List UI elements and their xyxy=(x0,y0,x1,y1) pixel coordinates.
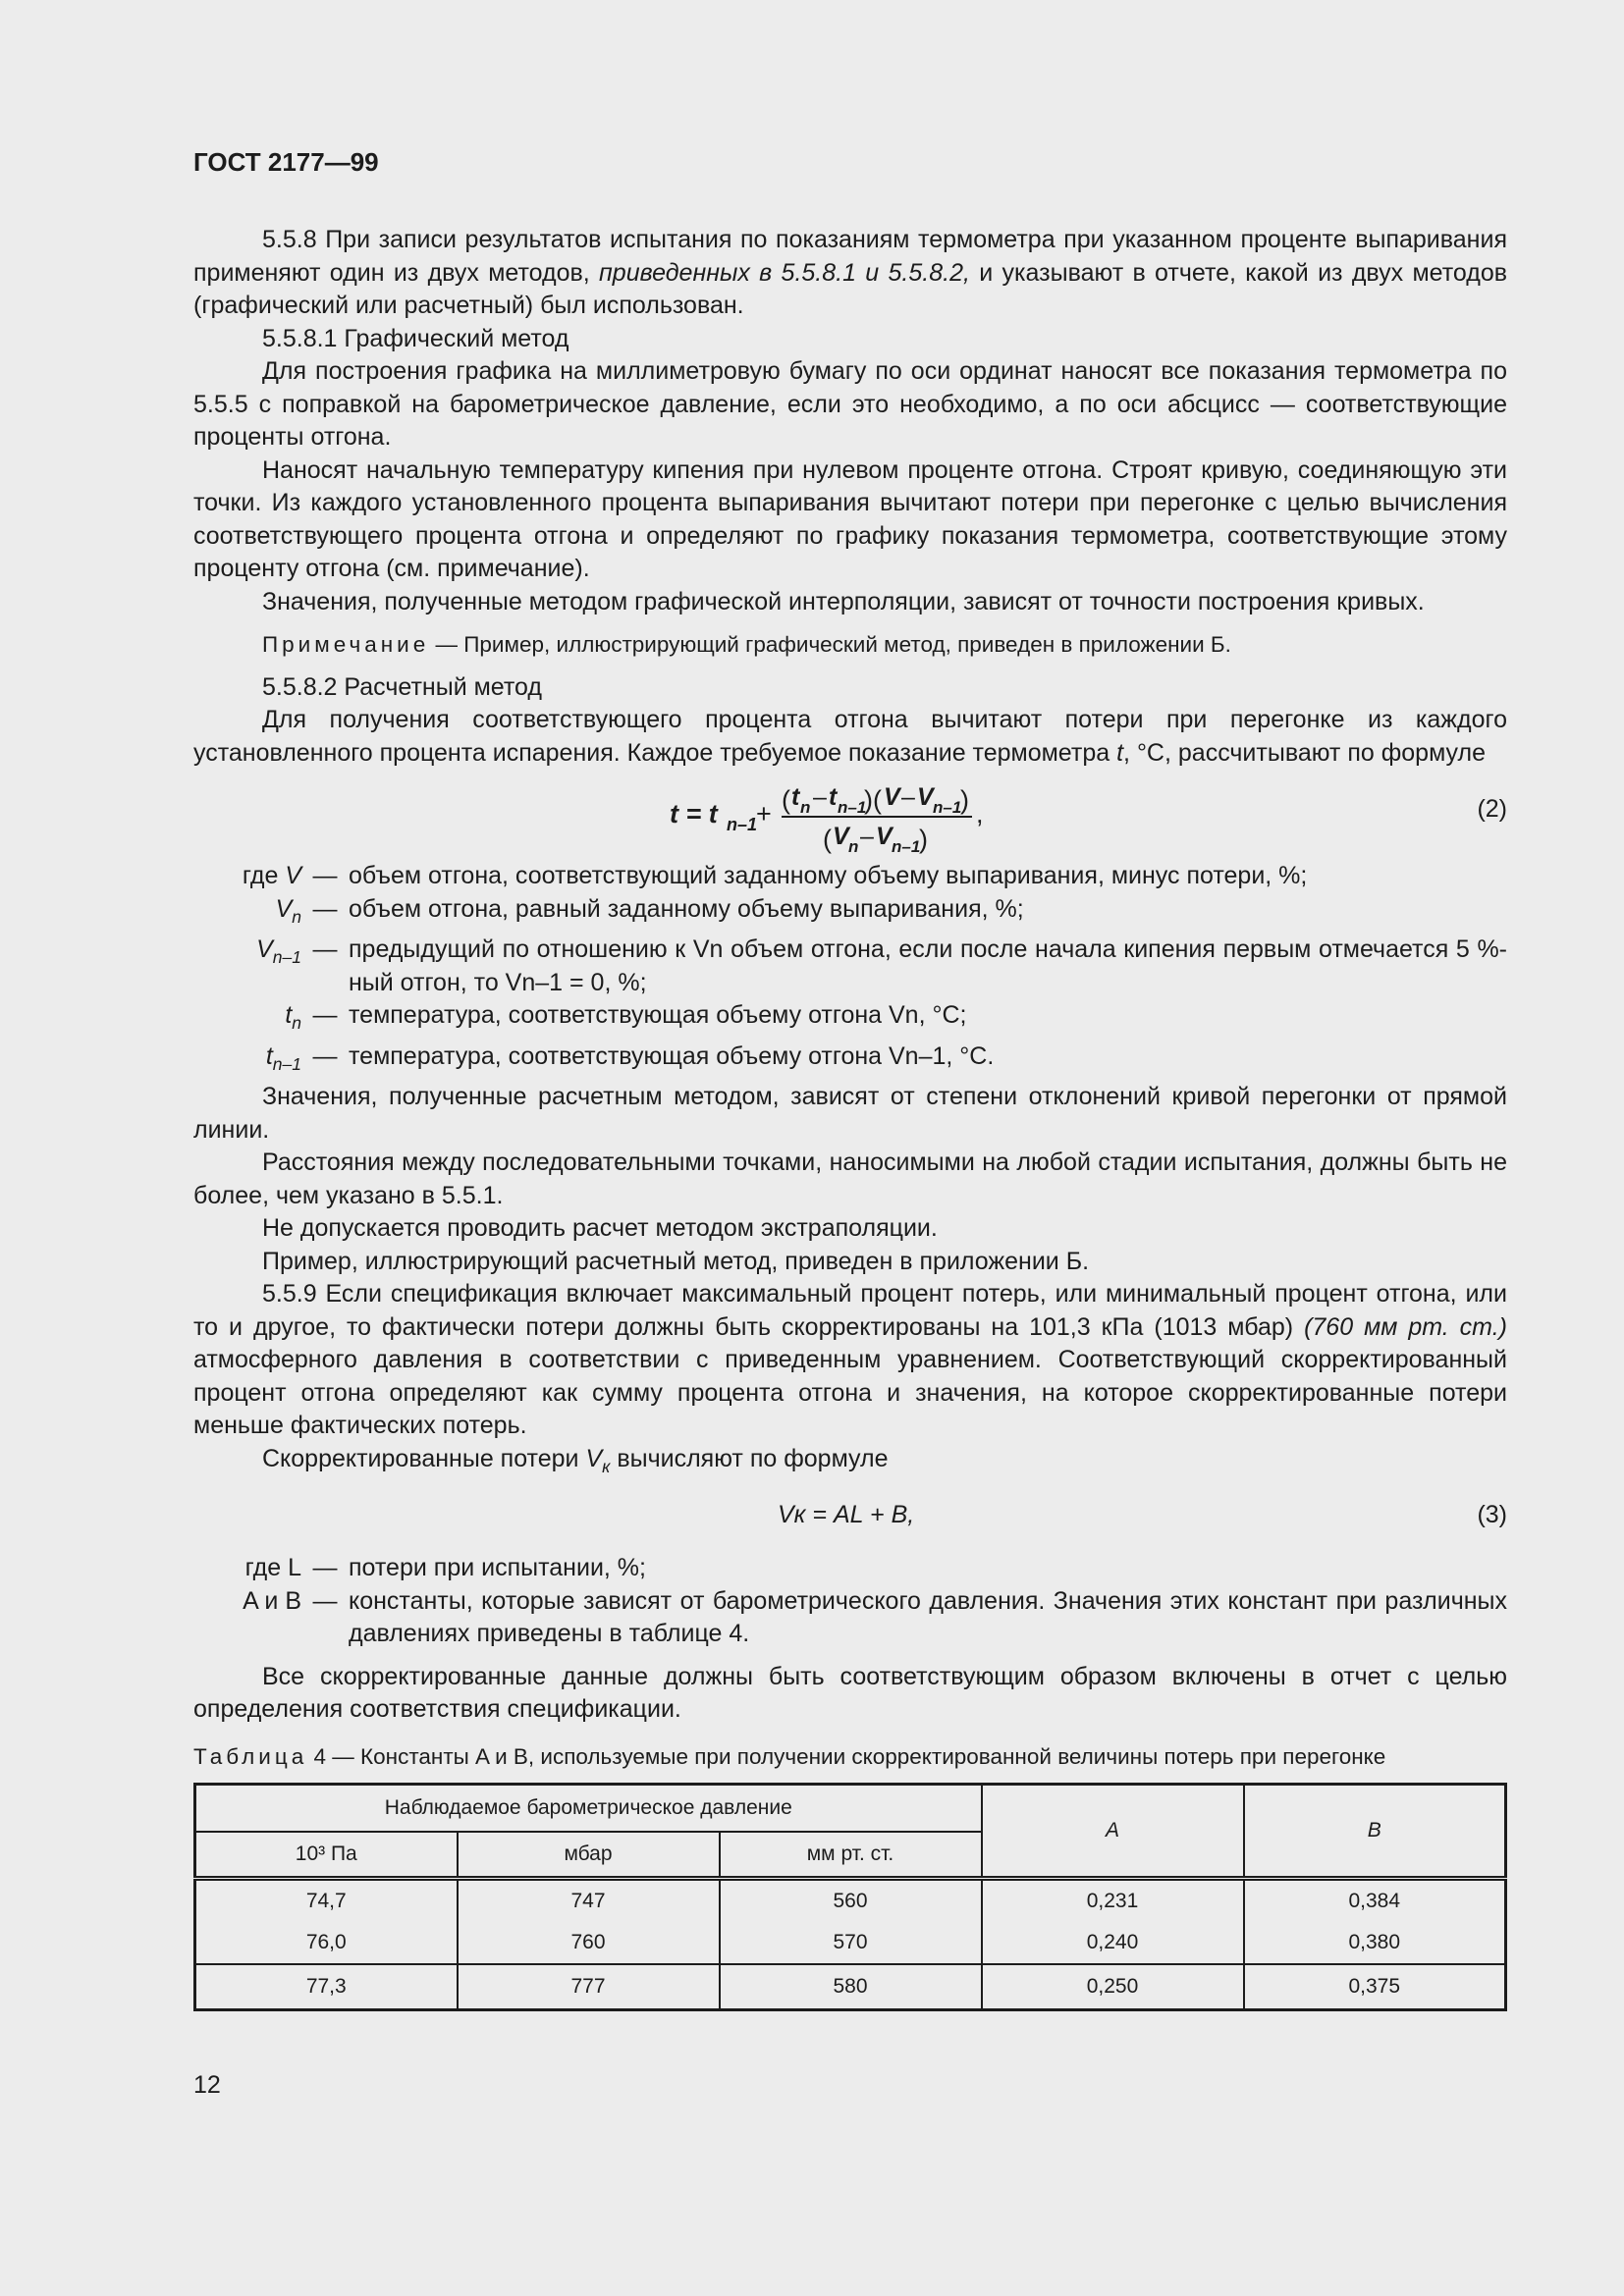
svg-text:–: – xyxy=(813,783,827,811)
paragraph-after-1: Значения, полученные расчетным методом, зависят от степени отклонений кривой перегонки от прямой линии. xyxy=(193,1083,1507,1144)
paragraph-after-3: Не допускается проводить расчет методом экстраполяции. xyxy=(262,1214,938,1242)
svg-text:): ) xyxy=(960,785,969,815)
paragraph-final: Все скорректированные данные должны быть соответствующим образом включены в отчет с целью определения соответствия спецификации. xyxy=(193,1662,1507,1723)
table-row: 76,0 760 570 0,240 0,380 xyxy=(195,1922,1506,1964)
header-b: B xyxy=(1244,1785,1506,1879)
where-item: $t_{n-1}$ — температура, соответствующая объему отгона Vn–1, °С. xyxy=(265,1041,995,1074)
where-list-3 xyxy=(193,1552,1507,1651)
svg-text:V: V xyxy=(876,823,893,850)
paragraph-5-5-8-1-a: Для построения графика на миллиметровую бумагу по оси ординат наносят все показания термометра по 5.5.5 с поправкой на барометрическое давление, если это необходимо, а по оси абсцисс — соответствующие проценты отгона. xyxy=(193,357,1507,451)
heading-5-5-8-1: 5.5.8.1 Графический метод xyxy=(262,324,569,352)
svg-text:+: + xyxy=(756,799,772,828)
where-item: где L — потери при испытании, %; xyxy=(244,1554,646,1581)
equation-number-2: (2) xyxy=(1477,795,1507,823)
page-number: 12 xyxy=(193,2071,221,2099)
formula-3: Vк = AL + B, xyxy=(778,1501,915,1528)
svg-text:,: , xyxy=(976,799,984,828)
svg-text:t: t xyxy=(829,783,838,811)
svg-text:)(: )( xyxy=(864,785,882,815)
svg-text:V: V xyxy=(833,823,849,850)
svg-text:n–1: n–1 xyxy=(727,815,758,834)
svg-text:(: ( xyxy=(823,825,832,854)
svg-text:t: t xyxy=(791,783,800,811)
header-a: A xyxy=(982,1785,1244,1879)
paragraph-5-5-8-2-a: Для получения соответствующего процента отгона вычитают потери при перегонке из каждого установленного процента испарения. Каждое требуемое показание термометра t, °С, рассчитывают по формуле xyxy=(193,706,1507,767)
svg-text:n–1: n–1 xyxy=(838,798,867,817)
paragraph-5-5-8-1-b: Наносят начальную температуру кипения при нулевом проценте отгона. Строят кривую, соединяющую эти точки. Из каждого установленного процента выпаривания вычитают потери при перегонке с целью вычисления соответствующего процента отгона и определяют по графику показания термометра, соответствующие этому проценту отгона (см. примечание). xyxy=(193,455,1507,582)
svg-text:–: – xyxy=(860,823,874,850)
svg-text:t = t: t = t xyxy=(670,799,718,828)
svg-text:n–1: n–1 xyxy=(892,837,921,856)
svg-text:n: n xyxy=(800,798,811,817)
table-caption: Таблица 4 — Константы A и B, используемые при получении скорректированной величины потерь при перегонке xyxy=(193,1743,1386,1769)
paragraph-vk: Скорректированные потери $V_к$ вычисляют по формуле xyxy=(262,1444,889,1476)
svg-text:(: ( xyxy=(782,785,790,815)
paragraph-after-2: Расстояния между последовательными точками, наносимыми на любой стадии испытания, должны быть не более, чем указано в 5.5.1. xyxy=(193,1148,1507,1209)
header-mm: мм рт. ст. xyxy=(720,1832,982,1879)
where-list-2 xyxy=(193,860,1507,1081)
document-header: ГОСТ 2177—99 xyxy=(193,147,379,177)
svg-text:n: n xyxy=(848,837,859,856)
paragraph-5-5-8: 5.5.8 При записи результатов испытания по показаниям термометра при указанном проценте выпаривания применяют один из двух методов, приведенных в 5.5.8.1 и 5.5.8.2, и указывают в отчете, какой из двух методов (графический или расчетный) был использован. xyxy=(193,226,1508,319)
paragraph-5-5-8-1-c: Значения, полученные методом графической интерполяции, зависят от точности построения кривых. xyxy=(262,587,1425,615)
constants-table xyxy=(193,1783,1507,2011)
table-row: 74,7 747 560 0,231 0,384 xyxy=(195,1879,1506,1923)
where-item: $V_n$ — объем отгона, равный заданному объему выпаривания, %; xyxy=(275,894,1024,927)
svg-text:): ) xyxy=(919,825,928,854)
where-item: $V_{n-1}$ — предыдущий по отношению к Vn объем отгона, если после начала кипения первым отмечается 5 %-ный отгон, то Vn–1 = 0, %; xyxy=(256,935,1507,996)
equation-2 xyxy=(193,772,1507,856)
heading-5-5-8-2: 5.5.8.2 Расчетный метод xyxy=(262,672,542,701)
table-row: 77,3 777 580 0,250 0,375 xyxy=(195,1964,1506,2010)
svg-text:V: V xyxy=(884,783,900,811)
equation-3 xyxy=(193,1491,1507,1544)
header-mbar: мбар xyxy=(458,1832,720,1879)
formula-2 xyxy=(670,772,1043,856)
header-group: Наблюдаемое барометрическое давление xyxy=(195,1785,982,1833)
paragraph-5-5-9: 5.5.9 Если спецификация включает максимальный процент потерь, или минимальный процент отгона, или то и другое, то фактически потери должны быть скорректированы на 101,3 кПа (1013 мбар) (760 мм рт. ст.) атмосферного давления в соответствии с приведенным уравнением. Соответствующий скорректированный процент отгона определяют как сумму процента отгона и значения, на которое скорректированные потери меньше фактических потерь. xyxy=(193,1280,1507,1439)
header-pa: 10³ Па xyxy=(195,1832,458,1879)
equation-number-3: (3) xyxy=(1477,1501,1507,1528)
where-item: A и B — константы, которые зависят от барометрического давления. Значения этих констант при различных давлениях приведены в таблице 4. xyxy=(243,1586,1507,1647)
where-item: где V — объем отгона, соответствующий заданному объему выпаривания, минус потери, %; xyxy=(242,862,1308,889)
paragraph-after-4: Пример, иллюстрирующий расчетный метод, приведен в приложении Б. xyxy=(262,1247,1090,1275)
svg-text:V: V xyxy=(917,783,934,811)
page-content xyxy=(193,224,1507,2011)
svg-text:n–1: n–1 xyxy=(933,798,962,817)
note: Примечание — Пример, иллюстрирующий графический метод, приведен в приложении Б. xyxy=(262,632,1231,657)
svg-text:–: – xyxy=(901,783,915,811)
where-item: $t_n$ — температура, соответствующая объему отгона Vn, °С; xyxy=(285,1001,967,1033)
